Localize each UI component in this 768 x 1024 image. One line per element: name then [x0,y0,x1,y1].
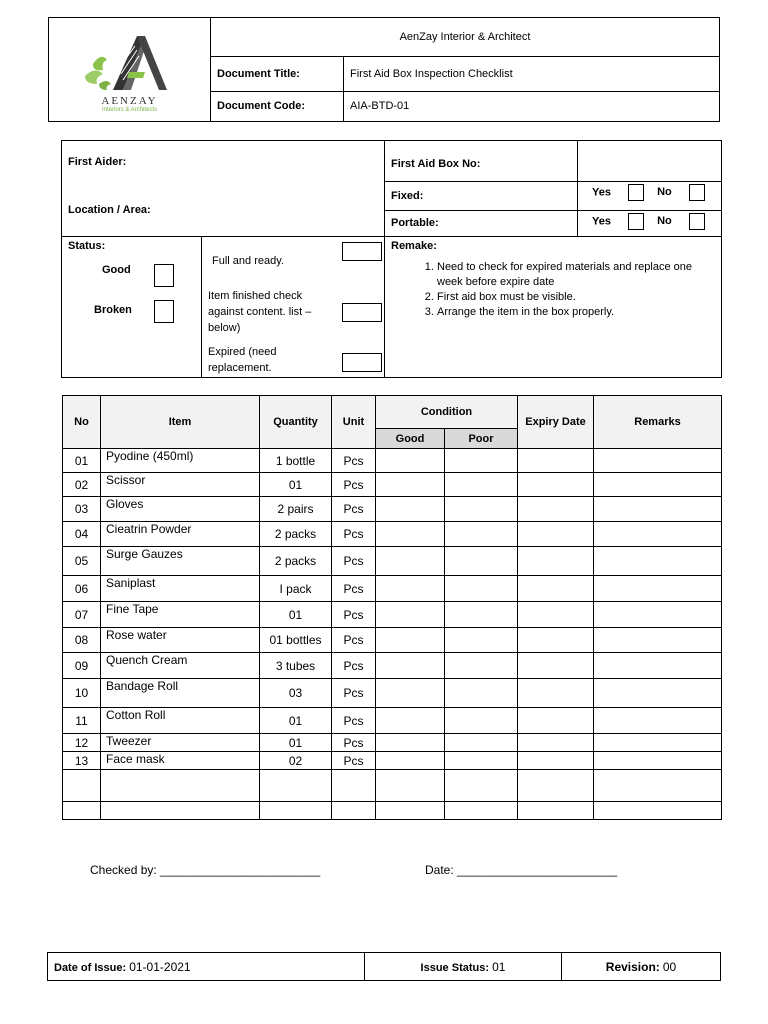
cell-good[interactable] [376,449,445,473]
col-header-condition: Condition [376,396,518,429]
cell-good[interactable] [376,497,445,522]
cell-remarks[interactable] [594,679,722,708]
portable-no-label: No [657,215,672,228]
cell-remarks[interactable] [594,547,722,576]
issue-status-value: 01 [492,959,506,974]
cell-item: Gloves [101,497,260,522]
cell-poor[interactable] [445,547,518,576]
cell-quantity: 2 packs [260,547,332,576]
cell-poor[interactable] [445,628,518,653]
remake-item: 1. Need to check for expired materials and replace one week before expire date [437,260,715,290]
cell-no: 09 [63,653,101,679]
cell-unit: Pcs [332,602,376,628]
document-code-label: Document Code: [211,91,344,121]
cell-no: 02 [63,473,101,497]
cell-remarks[interactable] [594,628,722,653]
table-row [63,522,722,547]
company-logo [75,28,185,112]
remake-list [391,260,715,320]
cell-unit: Pcs [332,473,376,497]
remake-item: 2. First aid box must be visible. [437,290,715,305]
cell-no: 04 [63,522,101,547]
cell-good[interactable] [376,576,445,602]
cell-expiry[interactable] [518,708,594,734]
checked-by-field[interactable]: Checked by: ________________________ [90,863,321,877]
table-row [63,602,722,628]
table-row [63,653,722,679]
cell-quantity: 03 [260,679,332,708]
broken-label: Broken [94,304,132,316]
portable-yes-label: Yes [592,215,611,228]
first-aider-cell[interactable] [62,141,385,237]
cell-quantity: 01 [260,708,332,734]
cell-no: 08 [63,628,101,653]
cell-poor[interactable] [445,679,518,708]
table-row [63,576,722,602]
cell-unit: Pcs [332,752,376,770]
issue-status-label: Issue Status: [420,961,490,974]
cell-item: Tweezer [101,734,260,752]
cell-good[interactable] [376,628,445,653]
cell-good[interactable] [376,752,445,770]
table-row [63,473,722,497]
cell-expiry[interactable] [518,497,594,522]
cell-expiry[interactable] [518,576,594,602]
remake-cell [385,237,722,378]
broken-checkbox[interactable] [154,300,174,323]
cell-good[interactable] [376,602,445,628]
portable-no-checkbox[interactable] [689,213,705,230]
expired-checkbox[interactable] [342,353,382,372]
cell-unit: Pcs [332,522,376,547]
cell-no: 06 [63,576,101,602]
document-header [48,17,720,122]
cell-no: 13 [63,752,101,770]
cell-poor[interactable] [445,576,518,602]
date-of-issue-cell [48,953,365,981]
status-option-full: Full and ready. [212,255,284,267]
table-row [63,734,722,752]
revision-cell [562,953,721,981]
cell-unit: Pcs [332,497,376,522]
logo-subtext: Interiors & Architects [101,106,158,113]
cell-remarks[interactable] [594,734,722,752]
col-header-quantity: Quantity [260,396,332,449]
cell-unit: Pcs [332,628,376,653]
cell-poor[interactable] [445,449,518,473]
cell-quantity: 01 [260,473,332,497]
cell-good[interactable] [376,522,445,547]
cell-expiry[interactable] [518,547,594,576]
status-options-cell [202,237,385,378]
cell-unit: Pcs [332,576,376,602]
cell-quantity: 01 bottles [260,628,332,653]
cell-quantity: 2 packs [260,522,332,547]
company-name: AenZay Interior & Architect [211,18,720,57]
items-table [62,395,722,820]
table-row [63,628,722,653]
revision-value: 00 [662,959,677,974]
cell-quantity: 01 [260,734,332,752]
document-footer [47,952,721,981]
cell-remarks[interactable] [594,602,722,628]
col-header-poor: Poor [445,429,518,449]
cell-remarks[interactable] [594,473,722,497]
fixed-options [578,182,722,211]
table-row [63,679,722,708]
cell-poor[interactable] [445,602,518,628]
cell-expiry[interactable] [518,522,594,547]
full-ready-checkbox[interactable] [342,242,382,261]
cell-good[interactable] [376,653,445,679]
revision-label: Revision: [605,959,660,974]
item-rows [63,449,722,770]
location-label: Location / Area: [68,204,151,216]
cell-poor[interactable] [445,653,518,679]
cell-no: 03 [63,497,101,522]
cell-expiry[interactable] [518,752,594,770]
first-aid-box-no-label: First Aid Box No: [385,141,578,182]
cell-expiry[interactable] [518,653,594,679]
cell-quantity: 02 [260,752,332,770]
cell-no: 01 [63,449,101,473]
col-header-no: No [63,396,101,449]
cell-remarks[interactable] [594,522,722,547]
cell-good[interactable] [376,679,445,708]
cell-item: Fine Tape [101,602,260,628]
date-of-issue-value: 01-01-2021 [129,959,191,974]
cell-poor[interactable] [445,752,518,770]
cell-remarks[interactable] [594,449,722,473]
status-cell [62,237,202,378]
cell-item: Rose water [101,628,260,653]
status-option-finished: Item finished check against content. list – below) [208,290,312,334]
cell-no: 11 [63,708,101,734]
status-option-expired: Expired (need replacement. [208,346,277,374]
cell-no: 05 [63,547,101,576]
cell-unit: Pcs [332,679,376,708]
logo-cell [49,18,211,122]
cell-expiry[interactable] [518,679,594,708]
portable-yes-checkbox[interactable] [628,213,644,230]
table-row [63,547,722,576]
good-label: Good [102,264,131,276]
cell-unit: Pcs [332,734,376,752]
cell-remarks[interactable] [594,752,722,770]
document-title-value: First Aid Box Inspection Checklist [344,57,720,91]
cell-poor[interactable] [445,473,518,497]
fixed-no-checkbox[interactable] [689,184,705,201]
col-header-unit: Unit [332,396,376,449]
item-finished-checkbox[interactable] [342,303,382,322]
cell-remarks[interactable] [594,653,722,679]
cell-item: Scissor [101,473,260,497]
date-of-issue-label: Date of Issue: [54,961,127,974]
cell-unit: Pcs [332,547,376,576]
cell-poor[interactable] [445,522,518,547]
table-row [63,708,722,734]
document-title-label: Document Title: [211,57,344,91]
inspection-info [61,140,722,378]
cell-quantity: I pack [260,576,332,602]
cell-expiry[interactable] [518,628,594,653]
col-header-remarks: Remarks [594,396,722,449]
cell-unit: Pcs [332,708,376,734]
cell-poor[interactable] [445,734,518,752]
cell-item: Pyodine (450ml) [101,449,260,473]
table-row [63,752,722,770]
table-row-blank [63,802,722,820]
cell-poor[interactable] [445,708,518,734]
cell-good[interactable] [376,547,445,576]
fixed-yes-label: Yes [592,186,611,199]
table-row [63,449,722,473]
cell-item: Cieatrin Powder [101,522,260,547]
cell-remarks[interactable] [594,497,722,522]
col-header-item: Item [101,396,260,449]
remake-item: 3. Arrange the item in the box properly. [437,305,715,320]
cell-good[interactable] [376,708,445,734]
remake-label: Remake: [391,240,437,252]
cell-no: 07 [63,602,101,628]
cell-expiry[interactable] [518,449,594,473]
portable-options [578,211,722,237]
cell-expiry[interactable] [518,602,594,628]
fixed-no-label: No [657,186,672,199]
cell-remarks[interactable] [594,708,722,734]
fixed-yes-checkbox[interactable] [628,184,644,201]
cell-good[interactable] [376,473,445,497]
col-header-good: Good [376,429,445,449]
table-row [63,497,722,522]
cell-no: 12 [63,734,101,752]
cell-good[interactable] [376,734,445,752]
cell-item: Face mask [101,752,260,770]
cell-remarks[interactable] [594,576,722,602]
cell-expiry[interactable] [518,473,594,497]
cell-item: Surge Gauzes [101,547,260,576]
first-aid-box-no-field[interactable] [578,141,722,182]
first-aider-label: First Aider: [68,156,127,168]
cell-quantity: 01 [260,602,332,628]
cell-unit: Pcs [332,653,376,679]
cell-item: Quench Cream [101,653,260,679]
issue-status-cell [365,953,562,981]
cell-item: Bandage Roll [101,679,260,708]
cell-quantity: 3 tubes [260,653,332,679]
table-row-blank [63,770,722,802]
cell-poor[interactable] [445,497,518,522]
portable-label: Portable: [385,211,578,237]
cell-no: 10 [63,679,101,708]
cell-expiry[interactable] [518,734,594,752]
status-label: Status: [68,240,106,252]
cell-item: Saniplast [101,576,260,602]
cell-quantity: 2 pairs [260,497,332,522]
cell-quantity: 1 bottle [260,449,332,473]
cell-unit: Pcs [332,449,376,473]
date-field[interactable]: Date: ________________________ [425,863,618,877]
logo-icon [75,28,185,98]
document-code-value: AIA-BTD-01 [344,91,720,121]
fixed-label: Fixed: [385,182,578,211]
col-header-expiry: Expiry Date [518,396,594,449]
good-checkbox[interactable] [154,264,174,287]
logo-text: AENZAY [101,94,158,107]
cell-item: Cotton Roll [101,708,260,734]
